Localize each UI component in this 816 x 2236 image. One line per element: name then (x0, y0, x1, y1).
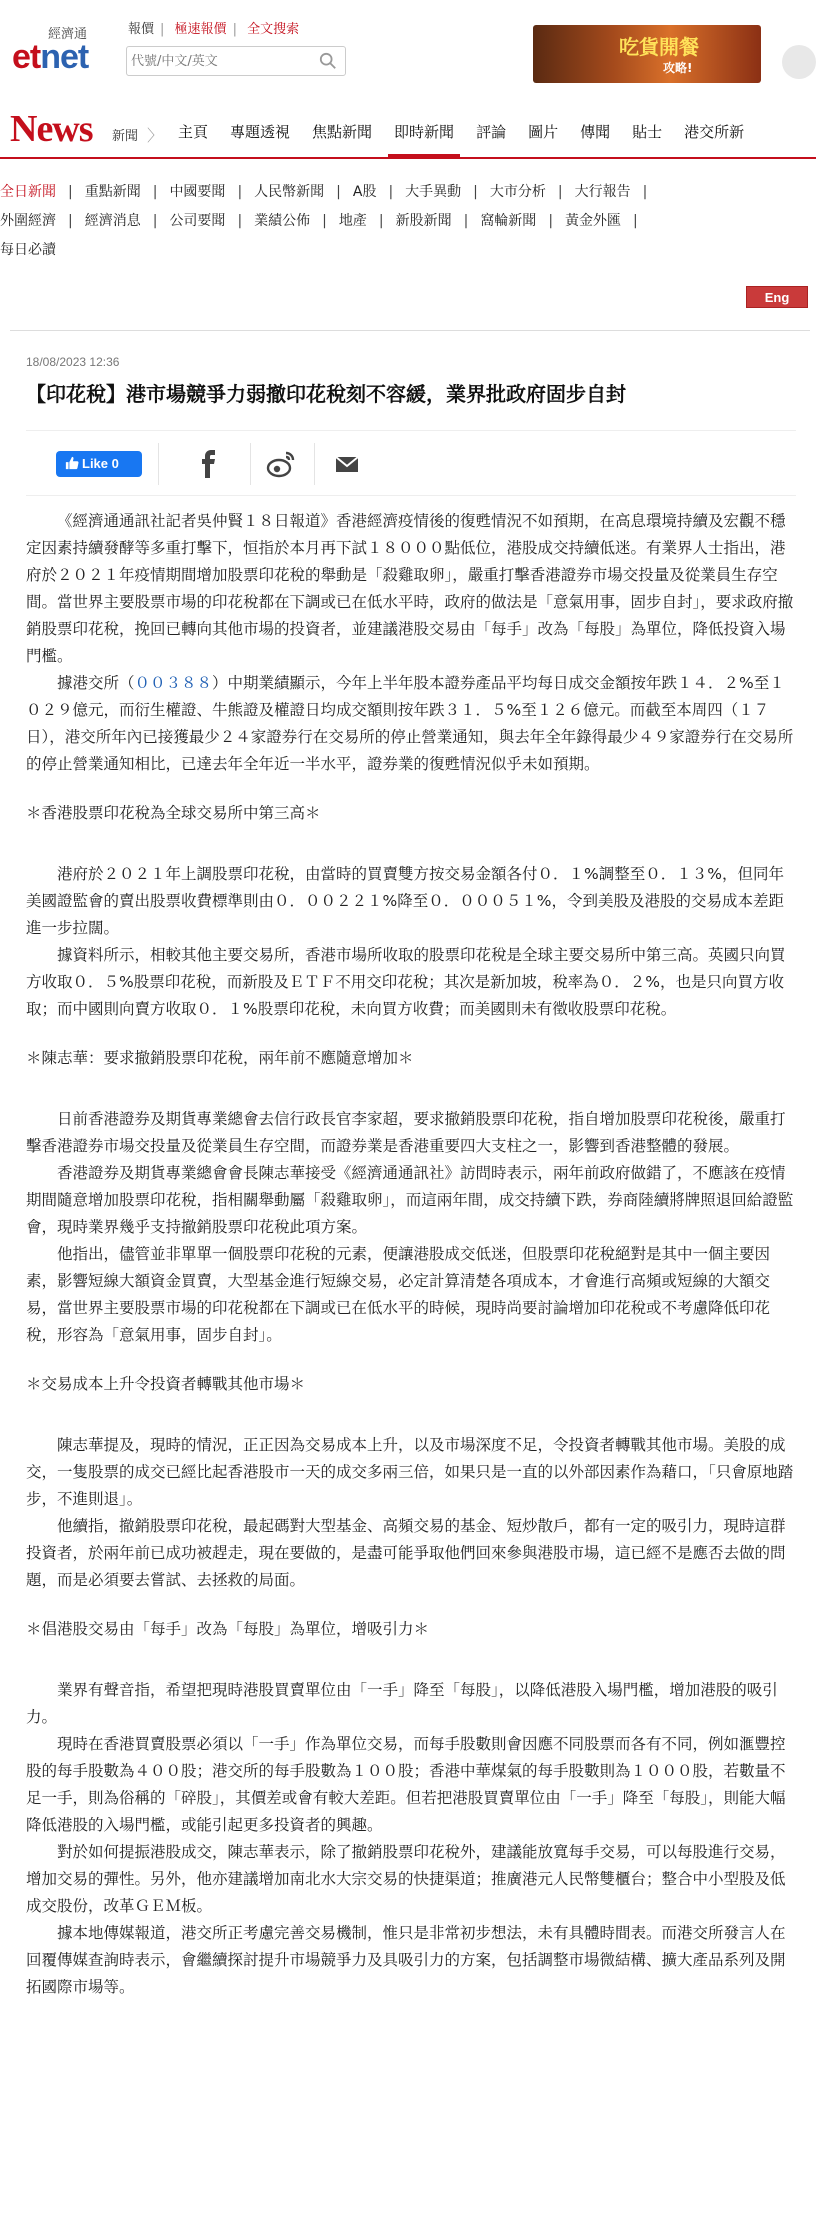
news-brand-sub: 新聞 (112, 129, 139, 144)
like-label: Like 0 (82, 456, 119, 471)
fulltext-search-link[interactable]: 全文搜索 (247, 22, 300, 37)
sub-nav (0, 178, 816, 265)
weibo-icon[interactable] (264, 447, 298, 481)
paragraph-text: 據港交所（ (57, 674, 135, 692)
main-nav (0, 95, 816, 159)
subnav-item-economic-news[interactable]: 經濟消息 (84, 213, 141, 229)
share-bar (26, 430, 796, 496)
sub-nav-row: 全日新聞 | 重點新聞 | 中國要聞 | 人民幣新聞 | A股 | 大手異動 | 大市分析 | 大行報告 | (0, 178, 816, 207)
article-paragraph (26, 670, 794, 778)
article-title: 【印花稅】港市場競爭力弱撤印花稅刻不容緩，業界批政府固步自封 (26, 382, 626, 406)
article-paragraph: 他續指，撤銷股票印花稅，最起碼對大型基金、高頻交易的基金、短炒散戶，都有一定的吸引力，現時這群投資者，於兩年前已成功被趕走，現在要做的，是盡可能爭取他們回來參與港股市場，這已經不是應否去做的問題，而是必須要去嘗試、去拯救的局面。 (26, 1517, 786, 1589)
section-heading: ＊倡港股交易由「每手」改為「每股」為單位，增吸引力＊ (26, 1620, 430, 1638)
nav-item-hkex-news[interactable]: 港交所新 (684, 123, 745, 141)
nav-item-home[interactable]: 主頁 (178, 123, 209, 141)
top-header (0, 0, 816, 95)
sub-nav-row (0, 236, 816, 265)
divider (250, 443, 251, 485)
article-paragraph: 日前香港證券及期貨專業總會去信行政長官李家超，要求撤銷股票印花稅，指自增加股票印花稅後，嚴重打擊香港證券市場交投量及從業員生存空間，而證券業是香港重要四大支柱之一，影響到香港整體的發展。 (26, 1110, 786, 1155)
search-input[interactable] (127, 47, 312, 75)
logo-english: etnet (12, 38, 89, 76)
nav-item-tips[interactable]: 貼士 (632, 123, 663, 141)
subnav-item-global-economy[interactable]: 外圍經濟 (0, 213, 56, 229)
quotes-link[interactable]: 報價 (128, 22, 155, 37)
nav-item-instant-news[interactable]: 即時新聞 (394, 123, 455, 141)
nav-items (178, 121, 766, 142)
sub-nav-row: 外圍經濟 | 經濟消息 | 公司要聞 | 業績公佈 | 地產 | 新股新聞 | 窩輪新聞 | 黃金外匯 | (0, 207, 816, 236)
article-paragraph: 業界有聲音指，希望把現時港股買賣單位由「一手」降至「每股」，以降低港股入場門檻，增加港股的吸引力。 (26, 1681, 778, 1726)
banner-title: 吃貨開餐 (619, 35, 699, 59)
article-paragraph: 據資料所示，相較其他主要交易所，香港市場所收取的股票印花稅是全球主要交易所中第三高。英國只向買方收取０．５%股票印花稅，而新股及ＥＴＦ不用交印花稅；其次是新加坡，稅率為０．２%，也是只向買方收取；而中國則向賣方收取０．１%股票印花稅，未向買方收費；而美國則未有徵收股票印花稅。 (26, 946, 786, 1018)
article-body (26, 508, 794, 2001)
nav-item-photos[interactable]: 圖片 (528, 123, 559, 141)
article-paragraph: 據本地傳媒報道，港交所正考慮完善交易機制，惟只是非常初步想法，未有具體時間表。而港交所發言人在回覆傳媒查詢時表示，會繼續探討提升市場競爭力及具吸引力的方案，包括調整市場微結構、擴大產品系列及開拓國際市場等。 (26, 1924, 786, 1996)
nav-item-focus[interactable]: 焦點新聞 (312, 123, 373, 141)
divider (158, 443, 159, 485)
divider (314, 443, 315, 485)
article-paragraph: 現時在香港買賣股票必須以「一手」作為單位交易，而每手股數則會因應不同股票而各有不同，例如滙豐控股的每手股數為４００股；港交所的每手股數為１００股；香港中華煤氣的每手股數則為１０００股，若數量不足一手，則為俗稱的「碎股」，其價差或會有較大差距。但若把港股買賣單位由「一手」降至「每股」，則能大幅降低港股的入場門檻，或能引起更多投資者的興趣。 (26, 1735, 786, 1834)
section-heading: ＊陳志華：要求撤銷股票印花稅，兩年前不應隨意增加＊ (26, 1049, 414, 1067)
subnav-item-key[interactable]: 重點新聞 (84, 184, 141, 200)
subnav-item-block-trades[interactable]: 大手異動 (405, 184, 462, 200)
ad-thumbnail[interactable] (782, 45, 816, 79)
paragraph-text: ）中期業績顯示，今年上半年股本證券產品平均每日成交金額按年跌１４．２%至１０２９億元，而衍生權證、牛熊證及權證日均成交額則按年跌３１．５%至１２６億元。而截至本周四（１７日），港交所年內已接獲最少２４家證券行在交易所的停止營業通知，與去年全年錄得最少４９家證券行在交易所的停止營業通知相比，已達去年全年近一半水平，證券業的復甦情況似乎未如預期。 (26, 674, 794, 773)
section-heading: ＊香港股票印花稅為全球交易所中第三高＊ (26, 804, 321, 822)
subnav-item-ipo[interactable]: 新股新聞 (395, 213, 452, 229)
stock-code-link[interactable]: ００３８８ (134, 674, 213, 692)
article-datetime: 18/08/2023 12:36 (26, 355, 120, 369)
subnav-item-company-news[interactable]: 公司要聞 (169, 213, 226, 229)
subnav-item-must-read[interactable]: 每日必讀 (0, 242, 56, 258)
nav-item-features[interactable]: 專題透視 (230, 123, 291, 141)
subnav-item-a-shares[interactable]: A股 (352, 184, 377, 200)
article-paragraph: 港府於２０２１年上調股票印花稅，由當時的買賣雙方按交易金額各付０．１%調整至０．１３%，但同年美國證監會的賣出股票收費標準則由０．００２２１%降至０．０００５１%，令到美股及港股的交易成本差距進一步拉闊。 (26, 865, 784, 937)
article-paragraph: 對於如何提振港股成交，陳志華表示，除了撤銷股票印花稅外，建議能放寬每手交易，可以每股進行交易，增加交易的彈性。另外，他亦建議增加南北水大宗交易的快捷渠道；推廣港元人民幣雙櫃台；整合中小型股及低成交股份，改革ＧＥＭ板。 (26, 1843, 786, 1915)
subnav-item-warrants[interactable]: 窩輪新聞 (480, 213, 537, 229)
article-paragraph: 陳志華提及，現時的情況，正正因為交易成本上升，以及市場深度不足，令投資者轉戰其他市場。美股的成交，一隻股票的成交已經比起香港股市一天的成交多兩三倍，如果只是一直的以外部因素作為藉口，「只會原地踏步，不進則退」。 (26, 1436, 794, 1508)
nav-item-rumours[interactable]: 傳聞 (580, 123, 611, 141)
realtime-quotes-link[interactable]: 極速報價 (174, 22, 227, 37)
subnav-item-broker-reports[interactable]: 大行報告 (574, 184, 631, 200)
english-button[interactable]: Eng (746, 286, 808, 308)
thumbs-up-icon (65, 456, 79, 470)
article-paragraph: 香港證券及期貨專業總會會長陳志華接受《經濟通通訊社》訪問時表示，兩年前政府做錯了，不應該在疫情期間隨意增加股票印花稅，指相關舉動屬「殺雞取卵」，而這兩年間，成交持續下跌，券商陸續將牌照退回給證監會，現時業界幾乎支持撤銷股票印花稅此項方案。 (26, 1164, 794, 1236)
email-icon[interactable] (330, 447, 364, 481)
ad-banner[interactable] (533, 25, 761, 83)
article-paragraph: 《經濟通通訊社記者吳仲賢１８日報道》香港經濟疫情後的復甦情況不如預期，在高息環境持續及宏觀不穩定因素持續發酵等多重打擊下，恒指於本月再下試１８０００點低位，港股成交持續低迷。有業界人士指出，港府於２０２１年疫情期間增加股票印花稅的舉動是「殺雞取卵」，嚴重打擊香港證券市場交投量及從業員生存空間。當世界主要股票市場的印花稅都在下調或已在低水平時，政府的做法是「意氣用事，固步自封」，要求政府撤銷股票印花稅，挽回已轉向其他市場的投資者，並建議港股交易由「每手」改為「每股」為單位，降低投資入場門檻。 (26, 512, 794, 665)
facebook-like-button[interactable] (56, 451, 142, 477)
facebook-icon[interactable] (192, 447, 226, 481)
news-brand[interactable]: News (10, 108, 93, 150)
search-icon[interactable] (319, 52, 337, 70)
subnav-item-results[interactable]: 業績公佈 (254, 213, 311, 229)
banner-subtitle: 攻略! (663, 61, 693, 75)
subnav-item-rmb[interactable]: 人民幣新聞 (254, 184, 325, 200)
logo-chinese: 經濟通 (48, 27, 88, 42)
subnav-item-all-day[interactable]: 全日新聞 (0, 184, 56, 200)
section-heading: ＊交易成本上升令投資者轉戰其他市場＊ (26, 1375, 306, 1393)
nav-item-commentary[interactable]: 評論 (476, 123, 507, 141)
chevron-right-icon: 〉 (147, 126, 164, 145)
subnav-item-property[interactable]: 地產 (338, 213, 367, 229)
article-paragraph: 他指出，儘管並非單單一個股票印花稅的元素，便讓港股成交低迷，但股票印花稅絕對是其中一個主要因素，影響短線大額資金買賣，大型基金進行短線交易，必定計算清楚各項成本，才會進行高頻或短線的大額交易，當世界主要股票市場的印花稅都在下調或已在低水平的時候，現時尚要討論增加印花稅或不考慮降低印花稅，形容為「意氣用事，固步自封」。 (26, 1245, 771, 1344)
top-links: 報價 | 極速報價 | 全文搜索 (128, 18, 305, 37)
subnav-item-gold-fx[interactable]: 黃金外匯 (565, 213, 622, 229)
search-box (126, 46, 346, 76)
subnav-item-market-analysis[interactable]: 大市分析 (489, 184, 546, 200)
subnav-item-china[interactable]: 中國要聞 (169, 184, 226, 200)
